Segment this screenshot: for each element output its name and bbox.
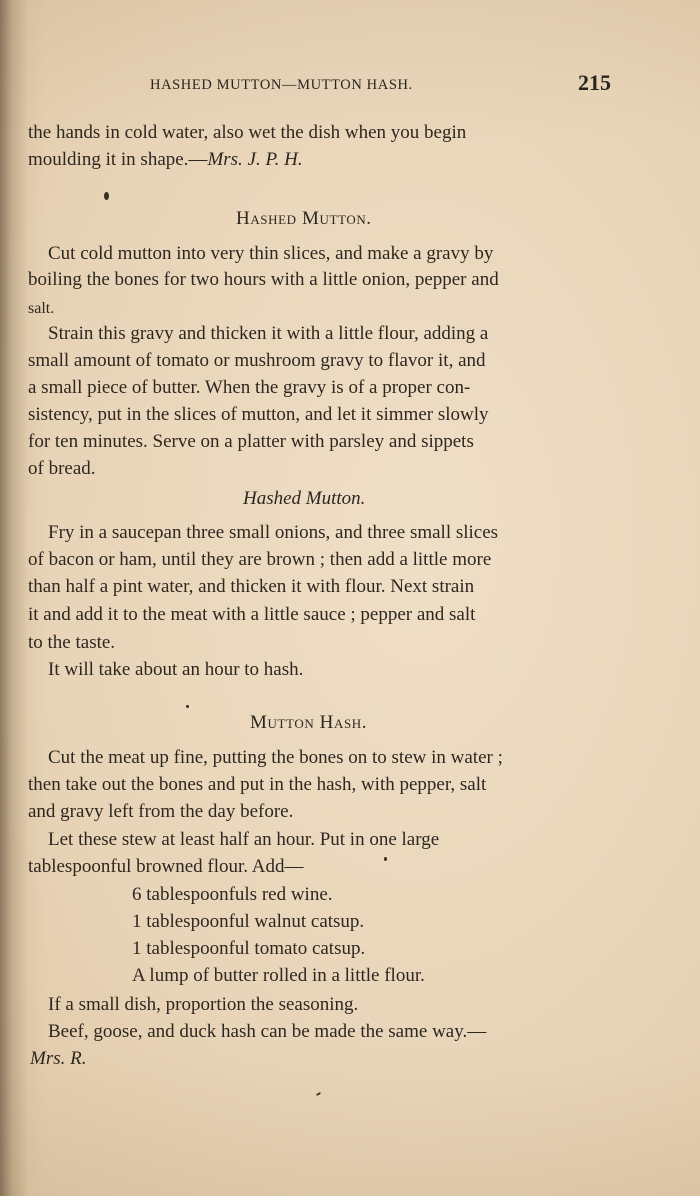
text-line: salt. xyxy=(28,300,55,317)
page-number: 215 xyxy=(578,70,611,95)
ink-speck xyxy=(316,1092,321,1096)
section-heading xyxy=(236,208,372,230)
signature: Mrs. J. P. H. xyxy=(207,149,303,170)
ingredient-line: 1 tablespoonful walnut catsup. xyxy=(132,911,365,932)
text-line: and gravy left from the day before. xyxy=(28,801,294,822)
text-line: sistency, put in the slices of mutton, and let it simmer slowly xyxy=(28,404,489,425)
text-line: Beef, goose, and duck hash can be made the same way.— xyxy=(48,1021,487,1042)
text-line: Cut cold mutton into very thin slices, and make a gravy by xyxy=(48,243,494,264)
ingredient-line: 1 tablespoonful tomato catsup. xyxy=(132,938,366,959)
text-line: Fry in a saucepan three small onions, and three small slices xyxy=(48,522,499,543)
text-line: it and add it to the meat with a little sauce ; pepper and salt xyxy=(28,604,476,625)
text-line: Cut the meat up fine, putting the bones on to stew in water ; xyxy=(48,747,503,768)
section-heading xyxy=(250,712,367,734)
section-heading-text: Hashed Mutton. xyxy=(236,208,372,229)
ink-speck xyxy=(104,192,109,200)
text-line: than half a pint water, and thicken it with flour. Next strain xyxy=(28,576,475,597)
text-line: small amount of tomato or mushroom gravy to flavor it, and xyxy=(28,350,486,371)
ink-speck xyxy=(186,705,189,708)
ingredient-line: A lump of butter rolled in a little flour. xyxy=(132,965,425,986)
text-line: a small piece of butter. When the gravy is of a proper con- xyxy=(28,377,471,398)
text-line: of bacon or ham, until they are brown ; then add a little more xyxy=(28,549,492,570)
text-line: It will take about an hour to hash. xyxy=(48,659,304,680)
section-heading-text: Mutton Hash. xyxy=(250,712,368,733)
section-heading: Hashed Mutton. xyxy=(243,488,366,509)
text-line: the hands in cold water, also wet the dish when you begin xyxy=(28,122,467,143)
text-line: of bread. xyxy=(28,458,96,479)
text-line: for ten minutes. Serve on a platter with parsley and sippets xyxy=(28,431,474,452)
text-line: tablespoonful browned flour. Add— xyxy=(28,856,304,877)
ink-speck xyxy=(384,857,387,861)
text-line: then take out the bones and put in the hash, with pepper, salt xyxy=(28,774,487,795)
text-line: boiling the bones for two hours with a little onion, pepper and xyxy=(28,269,499,290)
running-head: HASHED MUTTON—MUTTON HASH. xyxy=(150,77,413,93)
ingredient-line: 6 tablespoonfuls red wine. xyxy=(132,884,333,905)
text-line: to the taste. xyxy=(28,632,116,653)
text-line: Strain this gravy and thicken it with a little flour, adding a xyxy=(48,323,489,344)
text-line xyxy=(28,148,303,172)
text-line: Let these stew at least half an hour. Put in one large xyxy=(48,829,440,850)
signature: Mrs. R. xyxy=(30,1048,87,1069)
text-run: moulding it in shape.— xyxy=(28,149,208,170)
text-line: If a small dish, proportion the seasoning. xyxy=(48,994,359,1015)
